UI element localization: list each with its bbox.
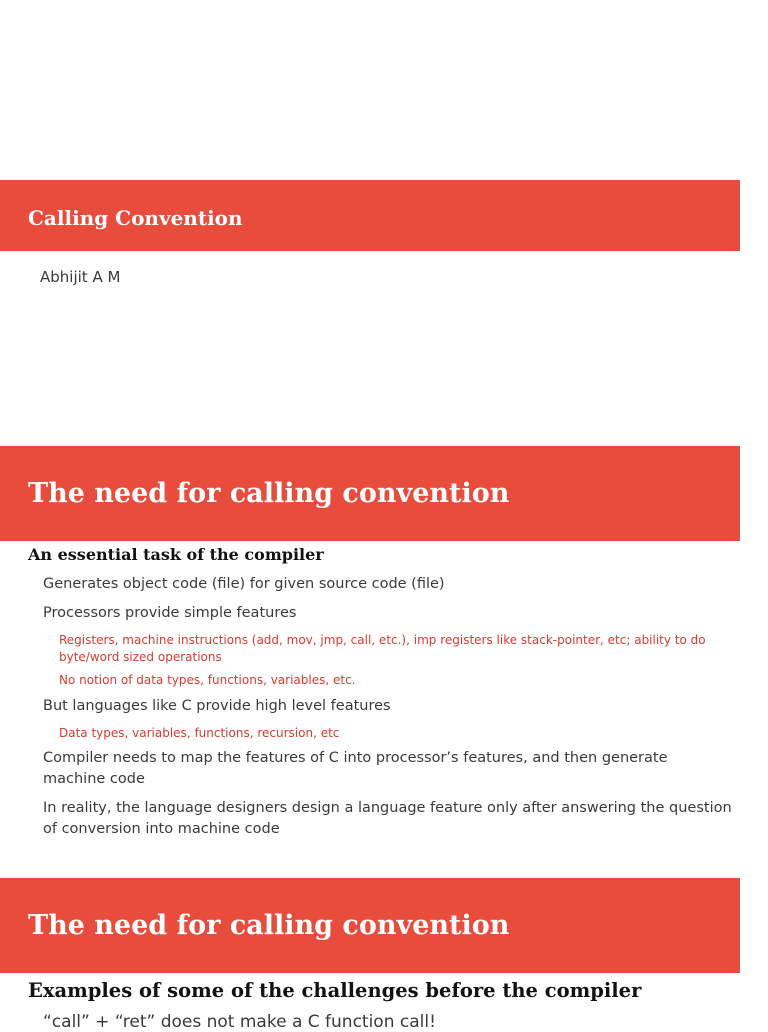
sub-bullet-item: Registers, machine instructions (add, mov, jmp, call, etc.), imp registers like stack-pointer, etc; ability to do byte/word sized operations xyxy=(59,633,706,664)
bullet-item: Processors provide simple features xyxy=(43,605,297,621)
sub-bullet-item: Data types, variables, functions, recursion, etc xyxy=(59,726,340,740)
bullet-item: But languages like C provide high level features xyxy=(43,698,391,714)
slide-title: Calling Convention xyxy=(28,206,243,230)
slide-heading: An essential task of the compiler xyxy=(28,545,324,564)
bullet-item: In reality, the language designers design a language feature only after answering the question of conversion into machine code xyxy=(43,800,732,837)
bullet-item: Compiler needs to map the features of C into processor’s features, and then generate machine code xyxy=(43,750,668,787)
slide-title-banner xyxy=(0,180,740,251)
sub-bullet-item: No notion of data types, functions, variables, etc. xyxy=(59,673,356,687)
author-name: Abhijit A M xyxy=(40,268,121,286)
slide-heading: Examples of some of the challenges before the compiler xyxy=(28,979,642,1002)
slide-title-banner xyxy=(0,878,740,973)
slide-title: The need for calling convention xyxy=(28,478,510,509)
slide-title-banner xyxy=(0,446,740,541)
slide-title: The need for calling convention xyxy=(28,910,510,941)
bullet-item: Generates object code (file) for given source code (file) xyxy=(43,576,445,592)
bullet-item: “call” + “ret” does not make a C function call! xyxy=(43,1012,436,1032)
